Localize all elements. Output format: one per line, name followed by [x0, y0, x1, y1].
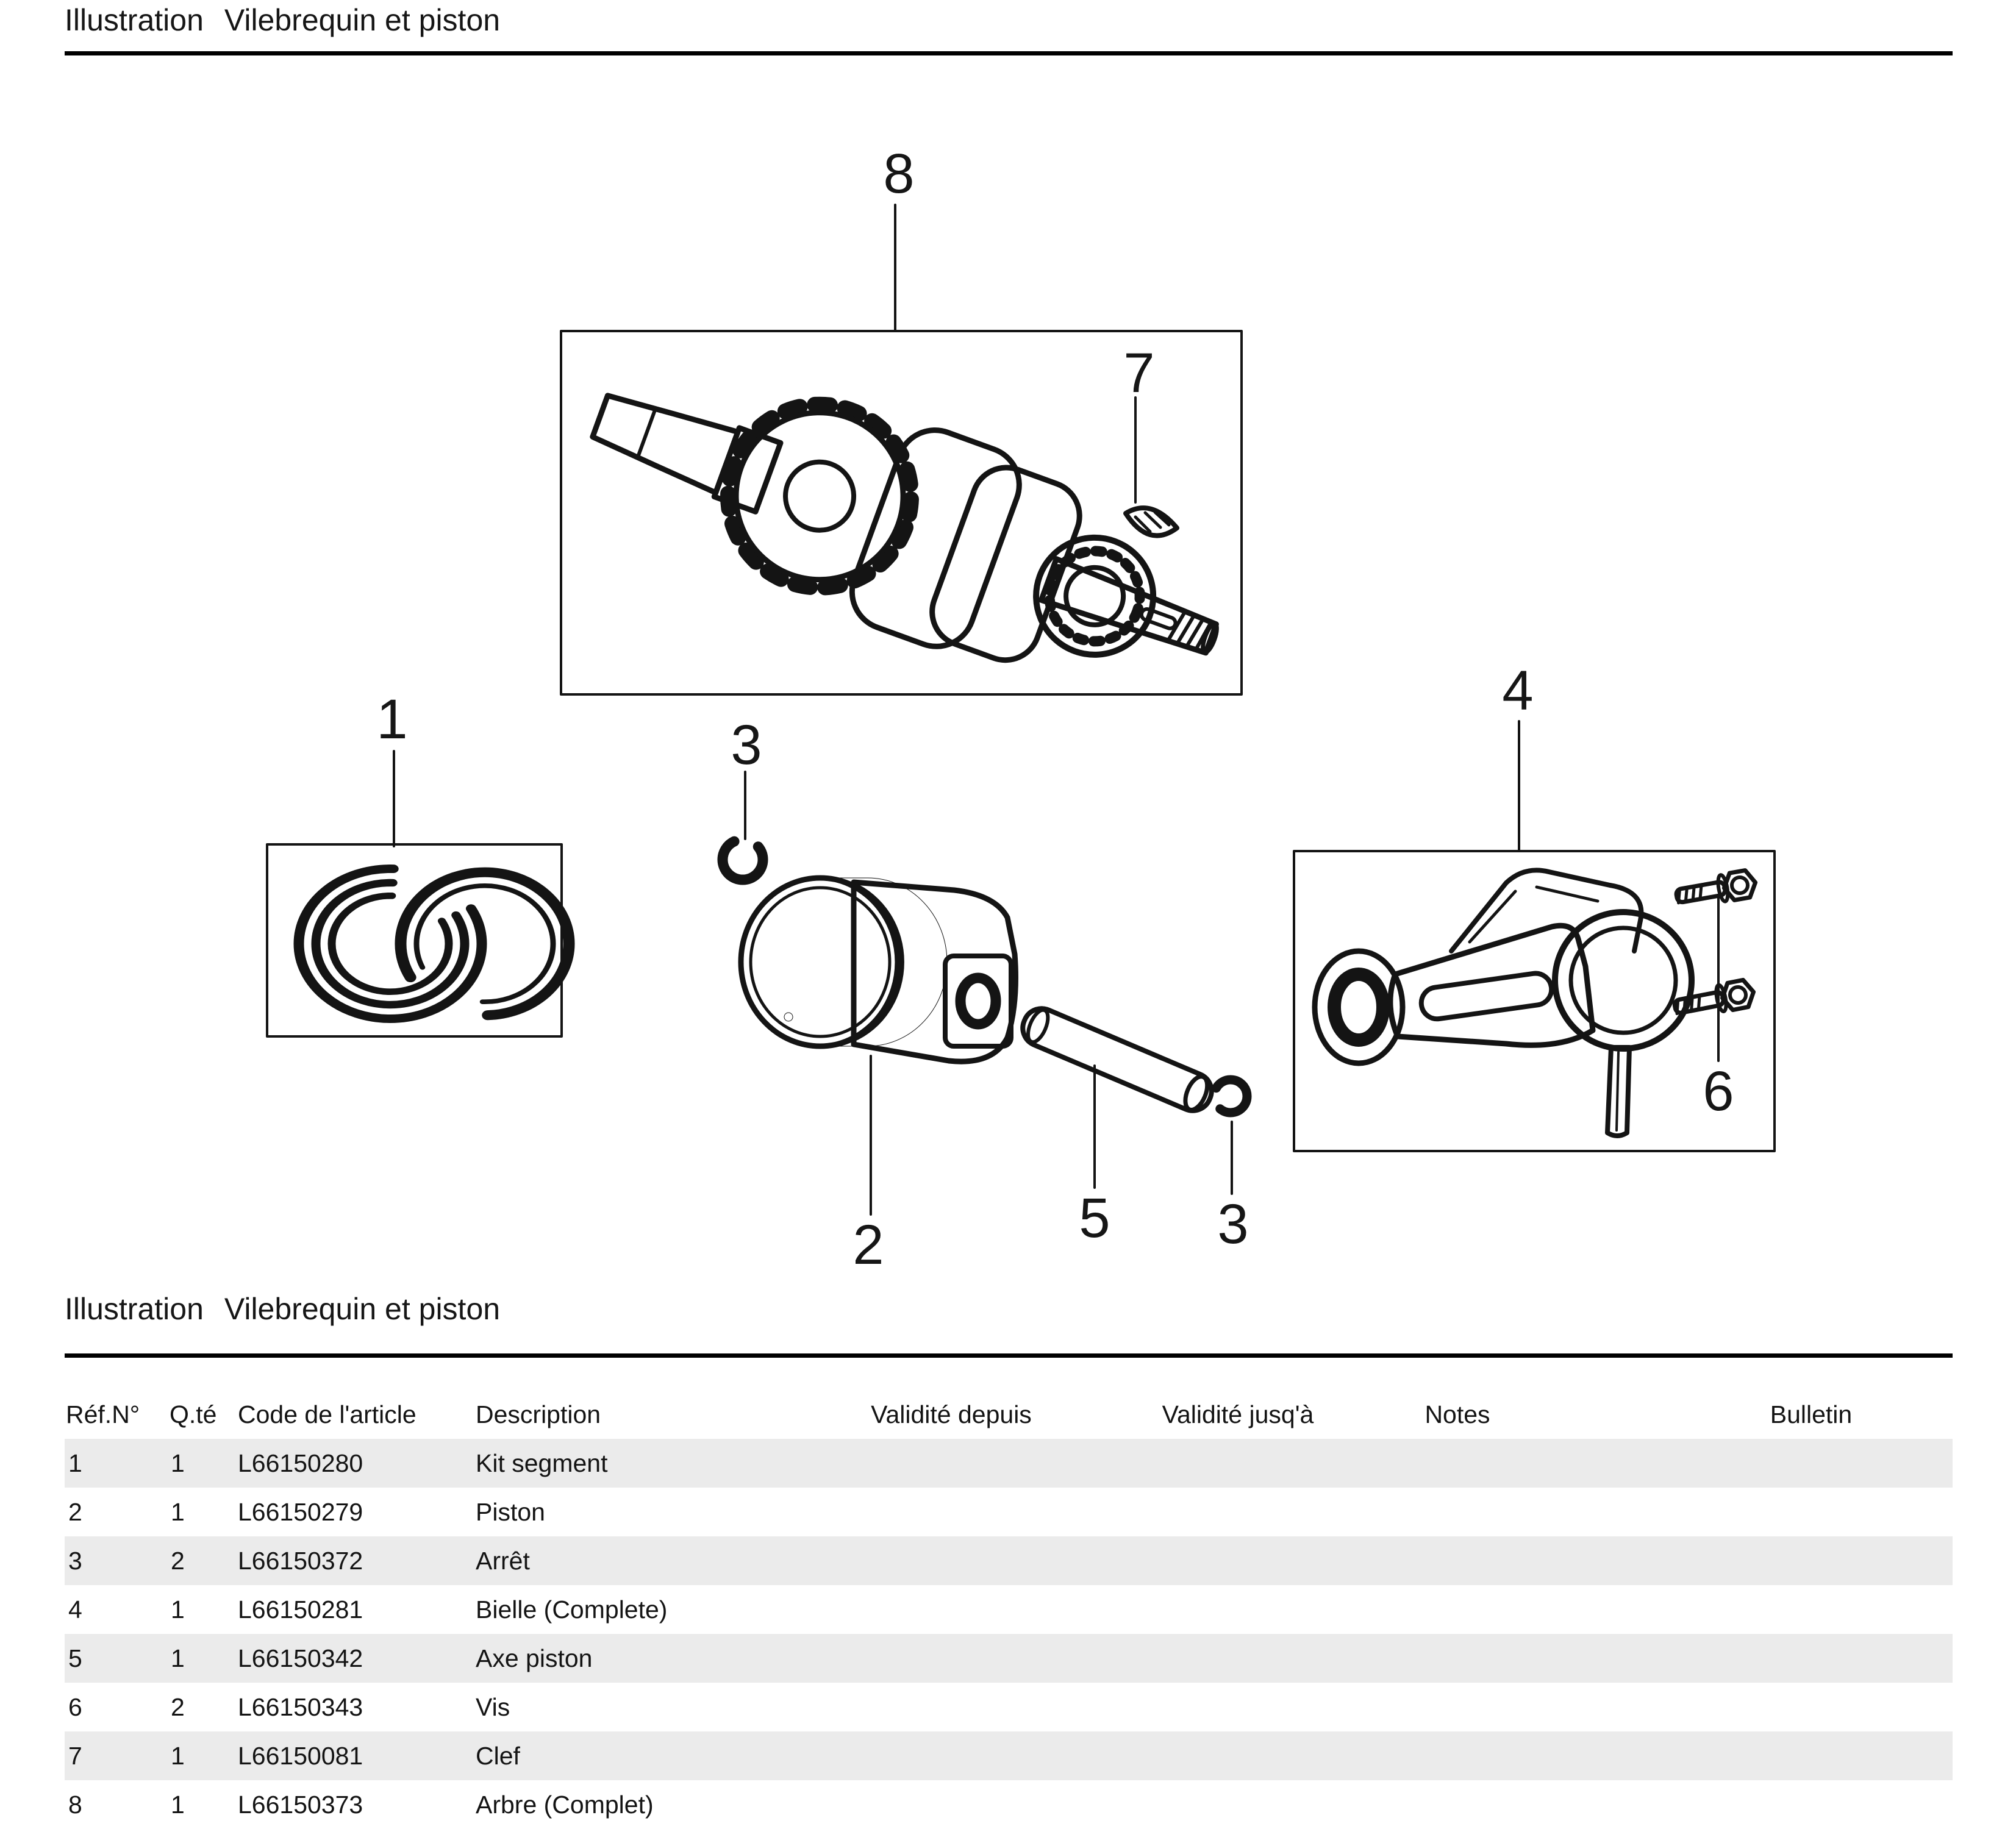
col-header-valid-from: Validité depuis	[871, 1400, 1032, 1428]
cell-qty: 1	[171, 1791, 185, 1819]
table-row	[65, 1536, 1953, 1585]
circlip-lower-art	[1214, 1080, 1247, 1113]
cell-code: L66150280	[238, 1449, 363, 1477]
col-header-qty: Q.té	[170, 1400, 217, 1428]
piston-pin-art	[1017, 1003, 1217, 1116]
cell-ref: 5	[68, 1644, 82, 1672]
cell-qty: 1	[171, 1644, 185, 1672]
cell-desc: Axe piston	[476, 1644, 593, 1672]
table-row	[65, 1634, 1953, 1683]
cell-desc: Arbre (Complet)	[476, 1791, 654, 1819]
cell-code: L66150372	[238, 1547, 363, 1575]
cell-code: L66150081	[238, 1742, 363, 1770]
callout-7: 7	[1123, 342, 1155, 404]
table-row	[65, 1731, 1953, 1780]
cell-ref: 7	[68, 1742, 82, 1770]
cell-code: L66150281	[238, 1595, 363, 1624]
table-body	[65, 1439, 1953, 1829]
cell-desc: Arrêt	[476, 1547, 530, 1575]
cell-ref: 6	[68, 1693, 82, 1721]
cell-ref: 2	[68, 1498, 82, 1526]
callout-3a: 3	[731, 714, 762, 776]
connecting-rod-art	[1315, 870, 1692, 1136]
cell-qty: 1	[171, 1742, 185, 1770]
table-title-text: Vilebrequin et piston	[224, 1292, 501, 1326]
callout-5: 5	[1079, 1187, 1110, 1249]
cell-desc: Vis	[476, 1693, 510, 1721]
table-title-label: Illustration	[65, 1292, 204, 1326]
col-header-code: Code de l'article	[238, 1400, 416, 1428]
callout-1: 1	[376, 688, 408, 750]
table-header-row	[0, 1390, 2016, 1439]
page-title-label: Illustration	[65, 3, 204, 37]
callout-2: 2	[853, 1214, 884, 1276]
page-title-text: Vilebrequin et piston	[224, 3, 501, 37]
ring-kit-art	[299, 869, 569, 1019]
bolt-upper-art	[1675, 869, 1758, 910]
cell-code: L66150343	[238, 1693, 363, 1721]
cell-desc: Clef	[476, 1742, 520, 1770]
table-row	[65, 1439, 1953, 1488]
cell-desc: Kit segment	[476, 1449, 608, 1477]
cell-qty: 2	[171, 1547, 185, 1575]
table-row	[65, 1780, 1953, 1829]
col-header-desc: Description	[476, 1400, 601, 1428]
table-row	[65, 1683, 1953, 1731]
cell-qty: 1	[171, 1498, 185, 1526]
table-row	[65, 1488, 1953, 1536]
callout-8: 8	[883, 143, 915, 205]
piston-art	[741, 878, 1016, 1061]
callout-6: 6	[1703, 1060, 1734, 1122]
cell-qty: 1	[171, 1595, 185, 1624]
circlip-upper-art	[723, 840, 763, 880]
cell-desc: Piston	[476, 1498, 545, 1526]
cell-qty: 1	[171, 1449, 185, 1477]
callout-4: 4	[1502, 660, 1534, 722]
cell-code: L66150279	[238, 1498, 363, 1526]
table-rule	[65, 1353, 1953, 1358]
cell-desc: Bielle (Complete)	[476, 1595, 668, 1624]
col-header-bulletin: Bulletin	[1770, 1400, 1853, 1428]
callout-3b: 3	[1217, 1193, 1249, 1255]
table-title	[65, 1291, 500, 1327]
table-row	[65, 1585, 1953, 1634]
col-header-ref: Réf.N°	[66, 1400, 140, 1428]
cell-ref: 8	[68, 1791, 82, 1819]
col-header-valid-to: Validité jusq'à	[1162, 1400, 1314, 1428]
key-art	[1126, 508, 1177, 535]
cell-ref: 3	[68, 1547, 82, 1575]
cell-code: L66150342	[238, 1644, 363, 1672]
col-header-notes: Notes	[1424, 1400, 1490, 1428]
cell-ref: 1	[68, 1449, 82, 1477]
cell-code: L66150373	[238, 1791, 363, 1819]
cell-qty: 2	[171, 1693, 185, 1721]
cell-ref: 4	[68, 1595, 82, 1624]
